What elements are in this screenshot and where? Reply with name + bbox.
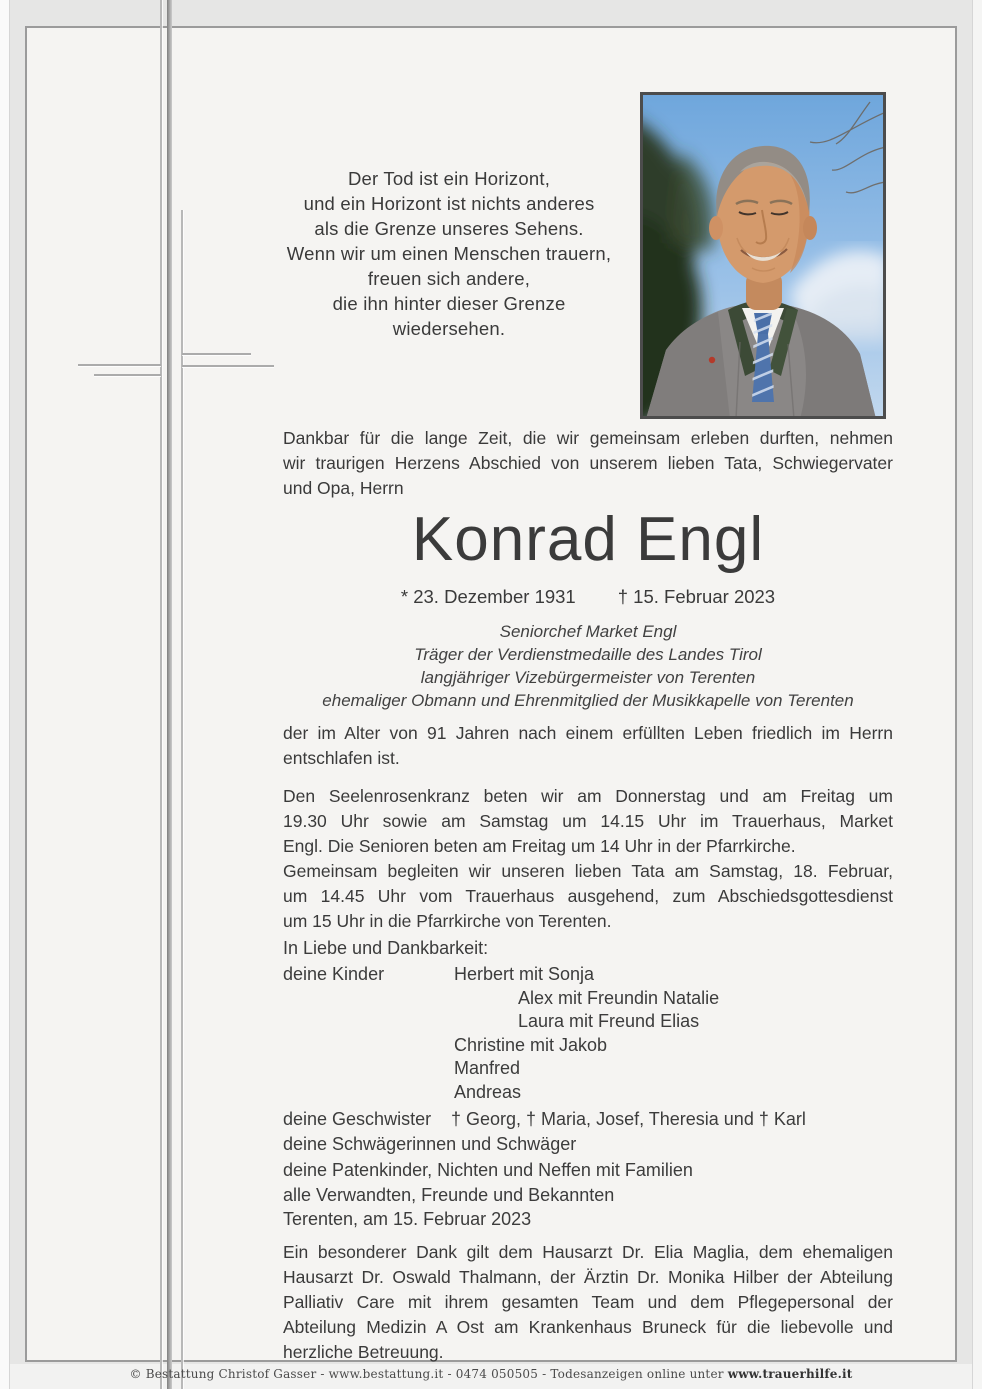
mourners-heading: In Liebe und Dankbarkeit: [283,938,489,958]
honors [283,620,893,712]
poem-line: freuen sich andere, [367,268,531,289]
dateline: Terenten, am 15. Februar 2023 [283,1209,532,1229]
honors-line: ehemaliger Obmann und Ehrenmitglied der Musikkapelle von Terenten [322,691,854,710]
relatives-row: alle Verwandten, Freunde und Bekannten [283,1184,615,1205]
poem-line: als die Grenze unseres Sehens. [314,218,584,239]
poem [283,166,615,341]
page-right-margin [972,0,982,1389]
thanks-line: Palliativ Care mit ihrem gesamten Team und dem Pflegepersonal der [283,1292,893,1312]
schedule [283,784,893,934]
thanks-paragraph [283,1240,893,1365]
deceased-name: Konrad Engl [411,505,765,574]
death-date: † 15. Februar 2023 [617,586,776,607]
children-list [283,963,893,1104]
child-row [283,963,893,987]
cross-arm-right-upper [182,353,251,355]
cross-arm-left-lower [94,374,161,376]
cross-vertical-beam [167,0,172,1389]
relatives-list [283,1107,893,1208]
birth-date: * 23. Dezember 1931 [400,586,576,607]
child-row: Christine mit Jakob [454,1034,608,1055]
footer-link[interactable]: www.trauerhilfe.it [727,1367,853,1381]
honors-line: Seniorchef Market Engl [499,622,677,641]
children-label: deine Kinder [283,964,385,984]
thanks-line: Abteilung Medizin A Ost am Krankenhaus Bruneck für die liebevolle und [283,1317,893,1337]
siblings-label: deine Geschwister [283,1109,432,1129]
thanks-line: herzliche Betreuung. [283,1342,444,1362]
thanks-line: Hausarzt Dr. Oswald Thalmann, der Ärztin Dr. Monika Hilber der Abteilung [283,1267,893,1287]
funeral-paragraph [283,859,893,934]
footer-text: © Bestattung Christof Gasser - www.bestattung.it - 0474 050505 - Todesanzeigen online unter [129,1367,728,1381]
honors-line: Träger der Verdienstmedaille des Landes Tirol [414,645,762,664]
cross-arm-right [182,365,274,367]
siblings-names: † Georg, † Maria, Josef, Theresia und † Karl [451,1109,806,1129]
godchildren-row: deine Patenkinder, Nichten und Neffen mit Familien [283,1159,693,1180]
rosary-line: Den Seelenrosenkranz beten wir am Donnerstag und am Freitag um [283,786,893,806]
photo-lapel-pin [709,357,715,363]
child-row: Manfred [454,1058,521,1078]
cross-vertical-line-left [160,0,162,1389]
rosary-paragraph [283,784,893,859]
inlaws-row: deine Schwägerinnen und Schwäger [283,1134,577,1155]
footer-credit [0,1367,982,1381]
child-name: Herbert mit Sonja [454,964,595,984]
poem-line: wiedersehen. [392,318,506,339]
siblings-row [283,1107,893,1132]
intro-line: Dankbar für die lange Zeit, die wir gemeinsam erleben durften, nehmen [283,428,893,448]
child-row: Alex mit Freundin Natalie [518,987,720,1008]
poem-line: Wenn wir um einen Menschen trauern, [286,243,612,264]
poem-line: und ein Horizont ist nichts anderes [303,193,595,214]
funeral-line: um 14.45 Uhr vom Trauerhaus ausgehend, zum Abschiedsgottesdienst [283,886,893,906]
passing-line: entschlafen ist. [283,748,400,768]
cross-vertical-line-right [181,210,183,1389]
intro-paragraph [283,426,893,501]
passing-line: der im Alter von 91 Jahren nach einem erfüllten Leben friedlich im Herrn [283,723,893,743]
rosary-line: Engl. Die Senioren beten am Freitag um 14 Uhr in der Pfarrkirche. [283,836,796,856]
intro-line: wir traurigen Herzens Abschied von unserem lieben Tata, Schwiegervater [283,453,893,473]
cross-arm-left [78,364,161,366]
page-left-margin [0,0,10,1389]
child-row: Andreas [454,1081,522,1102]
thanks-line: Ein besonderer Dank gilt dem Hausarzt Dr. Elia Maglia, dem ehemaligen [283,1242,893,1262]
portrait-photo [640,92,886,419]
passing-paragraph [283,721,893,771]
rosary-line: 19.30 Uhr sowie am Samstag um 14.15 Uhr im Trauerhaus, Market [283,811,893,831]
poem-line: die ihn hinter dieser Grenze [332,293,566,314]
funeral-line: um 15 Uhr in die Pfarrkirche von Terenten. [283,911,612,931]
poem-line: Der Tod ist ein Horizont, [347,168,551,189]
child-row: Laura mit Freund Elias [518,1011,700,1031]
honors-line: langjähriger Vizebürgermeister von Terenten [420,668,756,687]
funeral-line: Gemeinsam begleiten wir unseren lieben Tata am Samstag, 18. Februar, [283,861,893,881]
life-dates [283,586,893,608]
intro-line: und Opa, Herrn [283,478,404,498]
